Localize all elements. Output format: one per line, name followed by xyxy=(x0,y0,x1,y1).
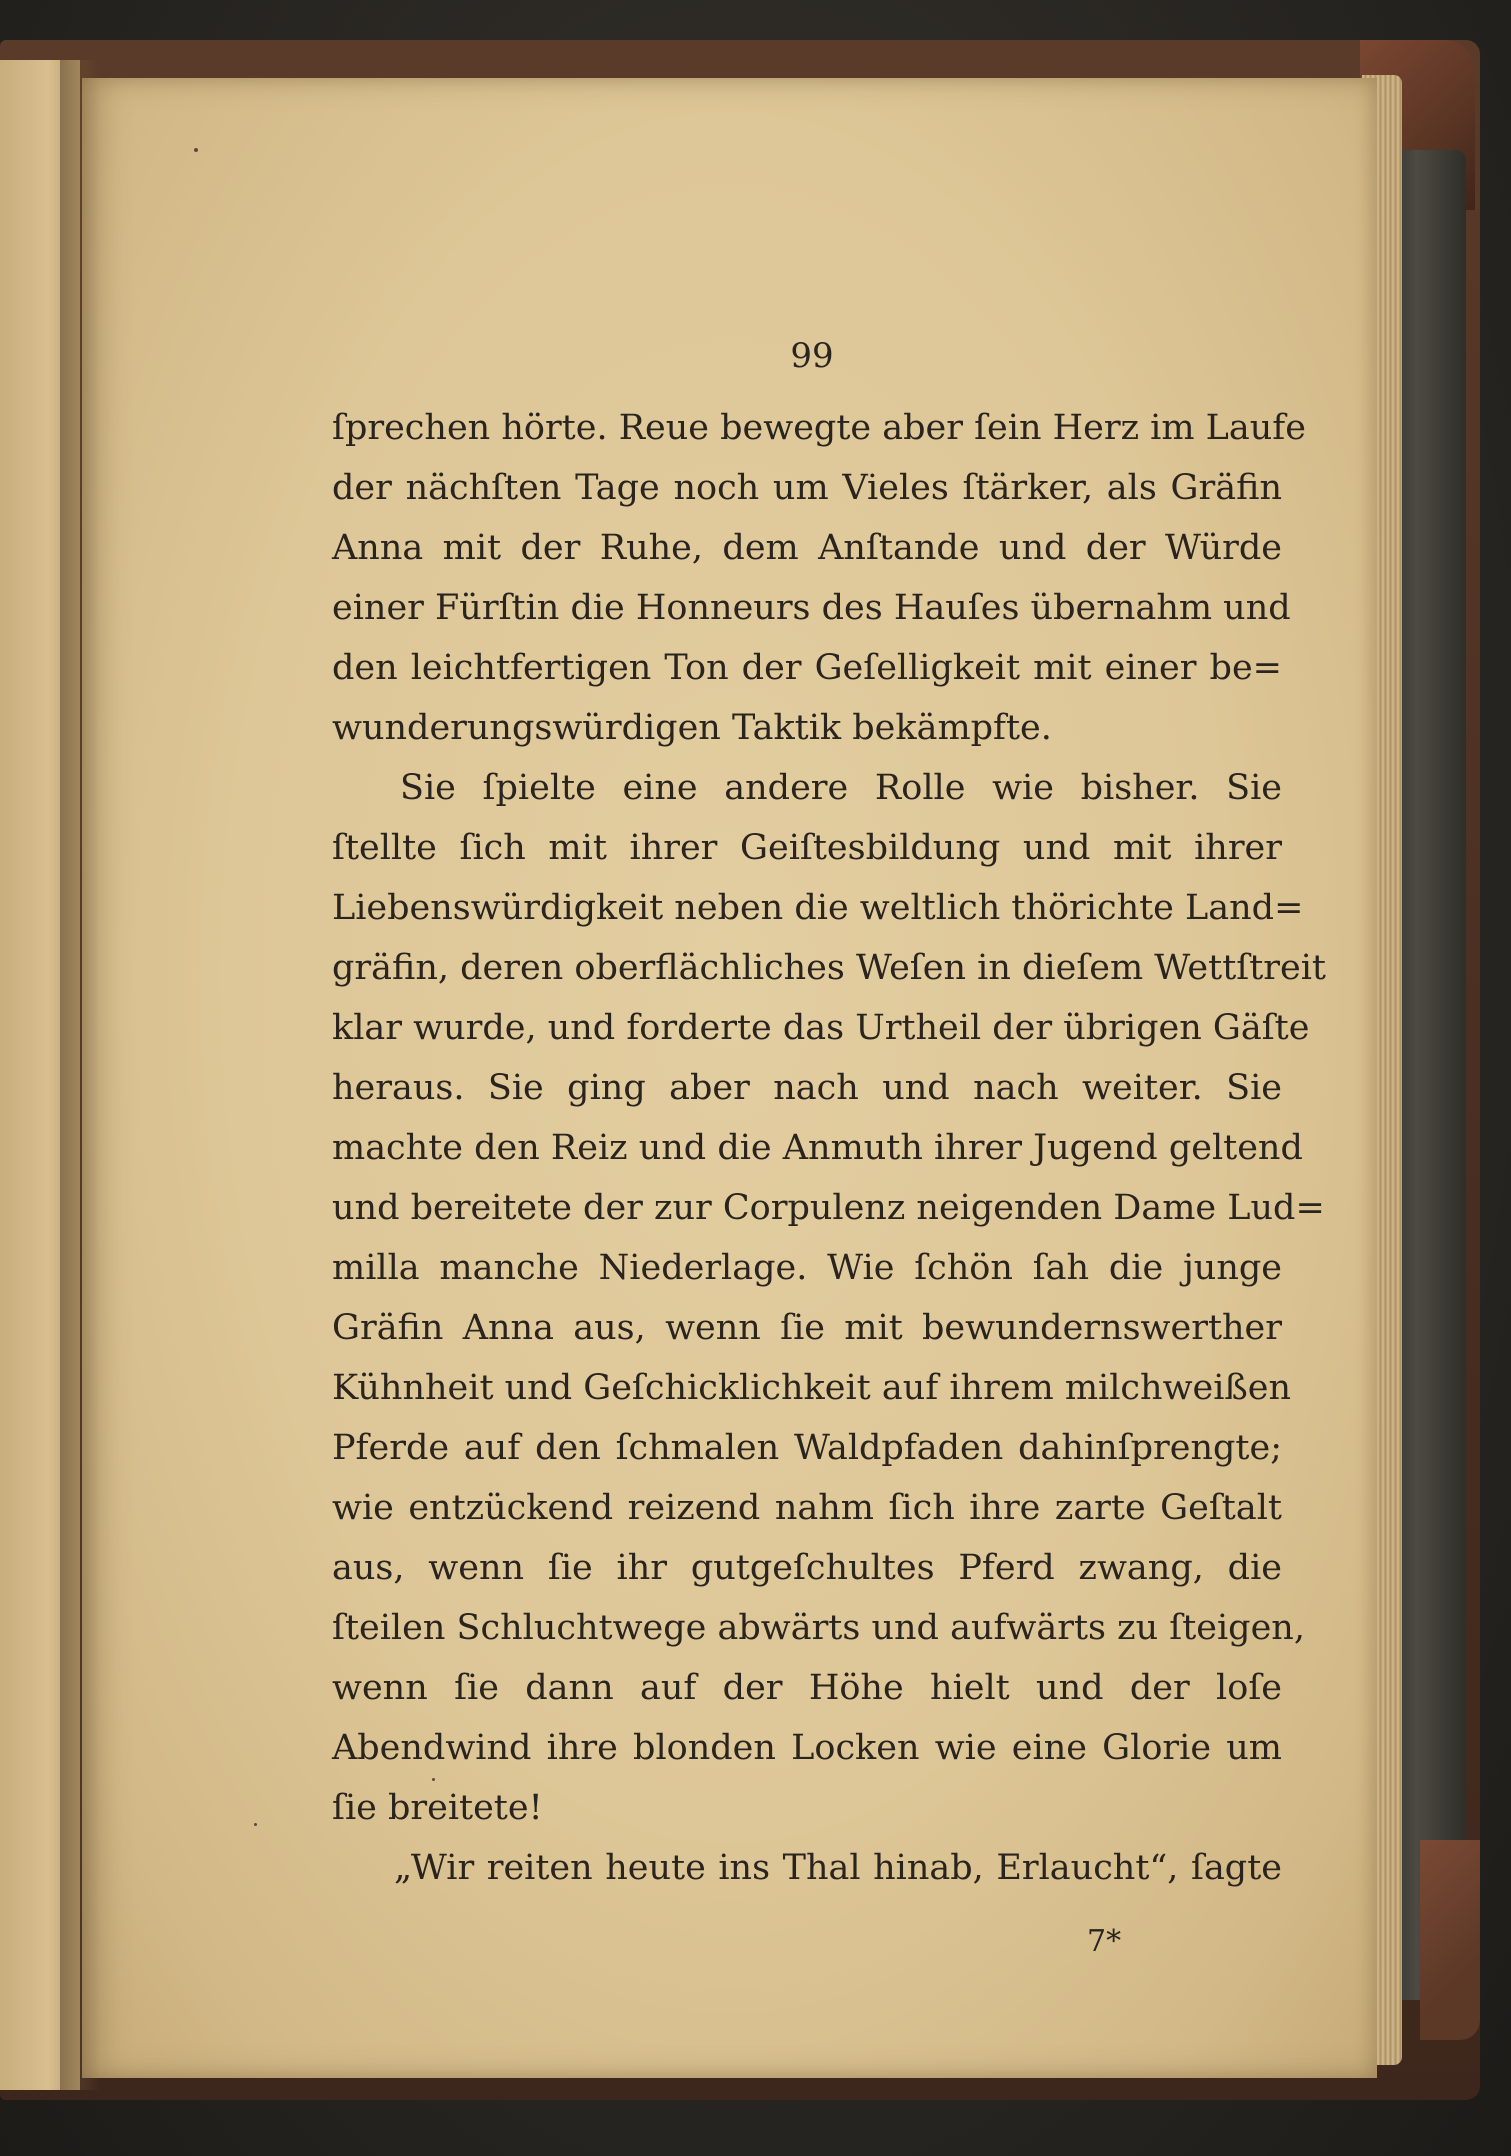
book-page xyxy=(82,78,1377,2078)
text-line: klar wurde, und forderte das Urtheil der übrigen Gäſte xyxy=(332,1008,1310,1048)
text-line: aus, wenn ſie ihr gutgeſchultes Pferd zwang, die xyxy=(332,1548,1282,1588)
page-gutter-shadow xyxy=(60,60,100,2090)
text-line: milla manche Niederlage. Wie ſchön ſah die junge xyxy=(332,1248,1282,1288)
text-line: Gräfin Anna aus, wenn ſie mit bewundernswerther xyxy=(332,1308,1282,1348)
text-line: einer Fürſtin die Honneurs des Hauſes übernahm und xyxy=(332,588,1291,628)
text-line: Abendwind ihre blonden Locken wie eine Glorie um xyxy=(332,1728,1282,1768)
text-line: ſprechen hörte. Reue bewegte aber ſein Herz im Laufe xyxy=(332,408,1306,448)
text-line: machte den Reiz und die Anmuth ihrer Jugend geltend xyxy=(332,1128,1303,1168)
text-line: ſteilen Schluchtwege abwärts und aufwärts zu ſteigen, xyxy=(332,1608,1305,1648)
cover-corner-bottom xyxy=(1420,1840,1480,2040)
text-line: wunderungswürdigen Taktik bekämpfte. xyxy=(332,708,1052,748)
cover-spine-edge xyxy=(1396,150,1466,2000)
text-line: Anna mit der Ruhe, dem Anſtande und der Würde xyxy=(332,528,1282,568)
text-line: Kühnheit und Geſchicklichkeit auf ihrem milchweißen xyxy=(332,1368,1292,1408)
text-line: Sie ſpielte eine andere Rolle wie bisher. Sie xyxy=(400,768,1282,808)
paper-speck xyxy=(194,148,198,152)
text-line: und bereitete der zur Corpulenz neigenden Dame Lud= xyxy=(332,1188,1325,1228)
text-line: ſie breitete! xyxy=(332,1788,543,1828)
text-line: der nächſten Tage noch um Vieles ſtärker, als Gräfin xyxy=(332,468,1282,508)
text-line: ſtellte ſich mit ihrer Geiſtesbildung und mit ihrer xyxy=(332,828,1282,868)
text-line: gräfin, deren oberflächliches Weſen in dieſem Wettſtreit xyxy=(332,948,1326,988)
text-line: Pferde auf den ſchmalen Waldpfaden dahinſprengte; xyxy=(332,1428,1282,1468)
text-line: wenn ſie dann auf der Höhe hielt und der loſe xyxy=(332,1668,1282,1708)
paper-speck xyxy=(432,1778,435,1781)
text-line: heraus. Sie ging aber nach und nach weiter. Sie xyxy=(332,1068,1282,1108)
text-line: Liebenswürdigkeit neben die weltlich thörichte Land= xyxy=(332,888,1304,928)
paper-speck xyxy=(254,1823,257,1826)
text-line: wie entzückend reizend nahm ſich ihre zarte Geſtalt xyxy=(332,1488,1282,1528)
signature-mark: 7* xyxy=(1087,1924,1122,1959)
text-line: den leichtfertigen Ton der Geſelligkeit mit einer be= xyxy=(332,648,1282,688)
page-number: 99 xyxy=(790,336,834,376)
text-line: „Wir reiten heute ins Thal hinab, Erlaucht“, ſagte xyxy=(394,1848,1282,1888)
